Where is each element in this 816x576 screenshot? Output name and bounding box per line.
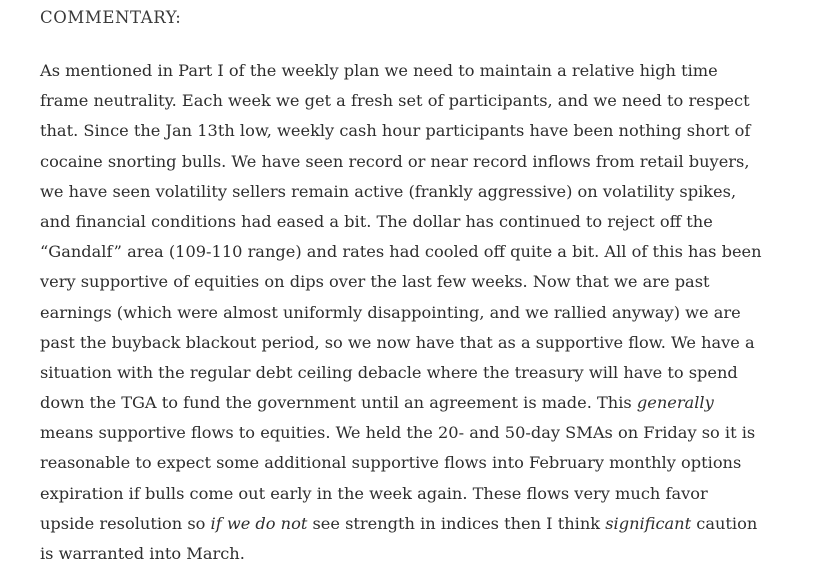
text-run: cocaine snorting bulls. We have seen record or near record inflows from retail buyers, [40,151,750,171]
text-run: caution [691,513,758,533]
paragraph-line [40,448,816,478]
text-run: that. Since the Jan 13th low, weekly cash hour participants have been nothing short of [40,121,751,141]
text-run: very supportive of equities on dips over the last few weeks. Now that we are past [40,272,710,292]
emphasis-text: generally [636,393,714,413]
text-run: “Gandalf” area (109-110 range) and rates had cooled off quite a bit. All of this has been [40,242,762,262]
paragraph-line [40,237,816,267]
text-run: we have seen volatility sellers remain active (frankly aggressive) on volatility spikes, [40,181,737,201]
text-run: situation with the regular debt ceiling debacle where the treasury will have to spend [40,362,738,382]
paragraph-line [40,539,816,569]
paragraph-line [40,328,816,358]
commentary-paragraph [40,56,816,569]
text-run: means supportive flows to equities. We held the 20- and 50-day SMAs on Friday so it is [40,423,756,443]
emphasis-text: if we do not [210,513,308,533]
paragraph-line [40,358,816,388]
paragraph-line [40,479,816,509]
text-run: earnings (which were almost uniformly disappointing, and we rallied anyway) we are [40,302,741,322]
paragraph-line [40,418,816,448]
paragraph-line [40,147,816,177]
paragraph-line [40,388,816,418]
paragraph-line [40,207,816,237]
paragraph-line [40,509,816,539]
paragraph-line [40,267,816,297]
text-run: see strength in indices then I think [307,513,606,533]
text-run: upside resolution so [40,513,211,533]
emphasis-text: significant [605,513,692,533]
section-heading: COMMENTARY: [40,8,182,27]
paragraph-line [40,298,816,328]
text-run: reasonable to expect some additional supportive flows into February monthly options [40,453,742,473]
paragraph-line [40,86,816,116]
paragraph-line [40,116,816,146]
text-run: past the buyback blackout period, so we now have that as a supportive flow. We have a [40,332,755,352]
paragraph-line [40,177,816,207]
text-run: down the TGA to fund the government until an agreement is made. This [40,393,637,413]
text-run: and financial conditions had eased a bit. The dollar has continued to reject off the [40,211,713,231]
text-run: is warranted into March. [40,544,245,563]
paragraph-line [40,56,816,86]
text-run: expiration if bulls come out early in the week again. These flows very much favor [40,483,708,503]
text-run: frame neutrality. Each week we get a fresh set of participants, and we need to respect [40,91,750,111]
text-run: As mentioned in Part I of the weekly plan we need to maintain a relative high time [40,61,718,80]
